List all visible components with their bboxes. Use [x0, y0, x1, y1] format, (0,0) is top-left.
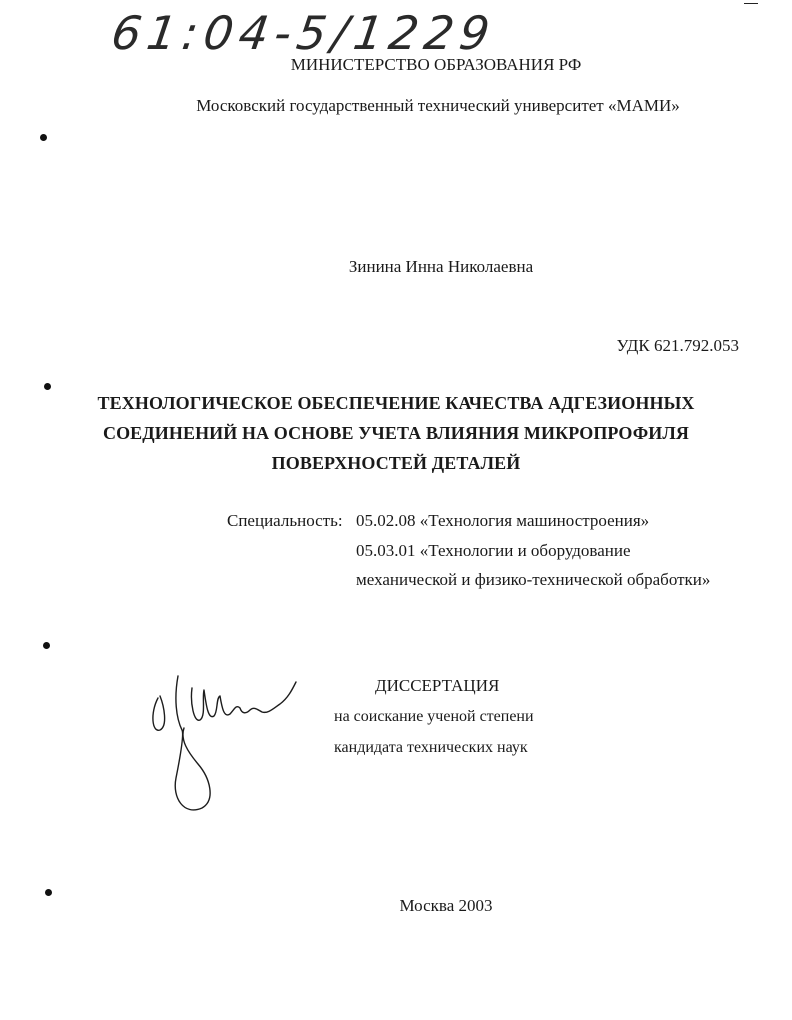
dissertation-heading: ДИССЕРТАЦИЯ	[375, 676, 500, 695]
signature	[140, 668, 310, 828]
dissertation-title	[0, 388, 792, 478]
specialty-label: Специальность:	[227, 511, 343, 530]
degree-line: на соискание ученой степени	[334, 708, 534, 725]
university-name: Московский государственный технический университет «МАМИ»	[196, 96, 680, 115]
degree-line: кандидата технических наук	[334, 739, 528, 756]
punch-hole-mark	[43, 642, 50, 649]
title-line: ТЕХНОЛОГИЧЕСКОЕ ОБЕСПЕЧЕНИЕ КАЧЕСТВА АДГЕЗИОННЫХ	[97, 393, 695, 413]
punch-hole-mark	[40, 134, 47, 141]
specialty-line: 05.02.08 «Технология машиностроения»	[356, 511, 650, 530]
city-year: Москва 2003	[399, 896, 493, 915]
title-line: СОЕДИНЕНИЙ НА ОСНОВЕ УЧЕТА ВЛИЯНИЯ МИКРОПРОФИЛЯ	[102, 423, 690, 443]
author-name: Зинина Инна Николаевна	[348, 257, 534, 276]
punch-hole-mark	[44, 383, 51, 390]
title-line: ПОВЕРХНОСТЕЙ ДЕТАЛЕЙ	[271, 453, 521, 473]
archive-code-handwritten: 61:04-5/1229	[108, 6, 499, 60]
ministry-heading: МИНИСТЕРСТВО ОБРАЗОВАНИЯ РФ	[290, 55, 582, 74]
specialty-line: механической и физико-технической обработки»	[356, 570, 711, 589]
corner-mark	[744, 3, 758, 4]
udk-code: УДК 621.792.053	[616, 336, 739, 355]
specialty-line: 05.03.01 «Технологии и оборудование	[356, 541, 631, 560]
punch-hole-mark	[45, 889, 52, 896]
